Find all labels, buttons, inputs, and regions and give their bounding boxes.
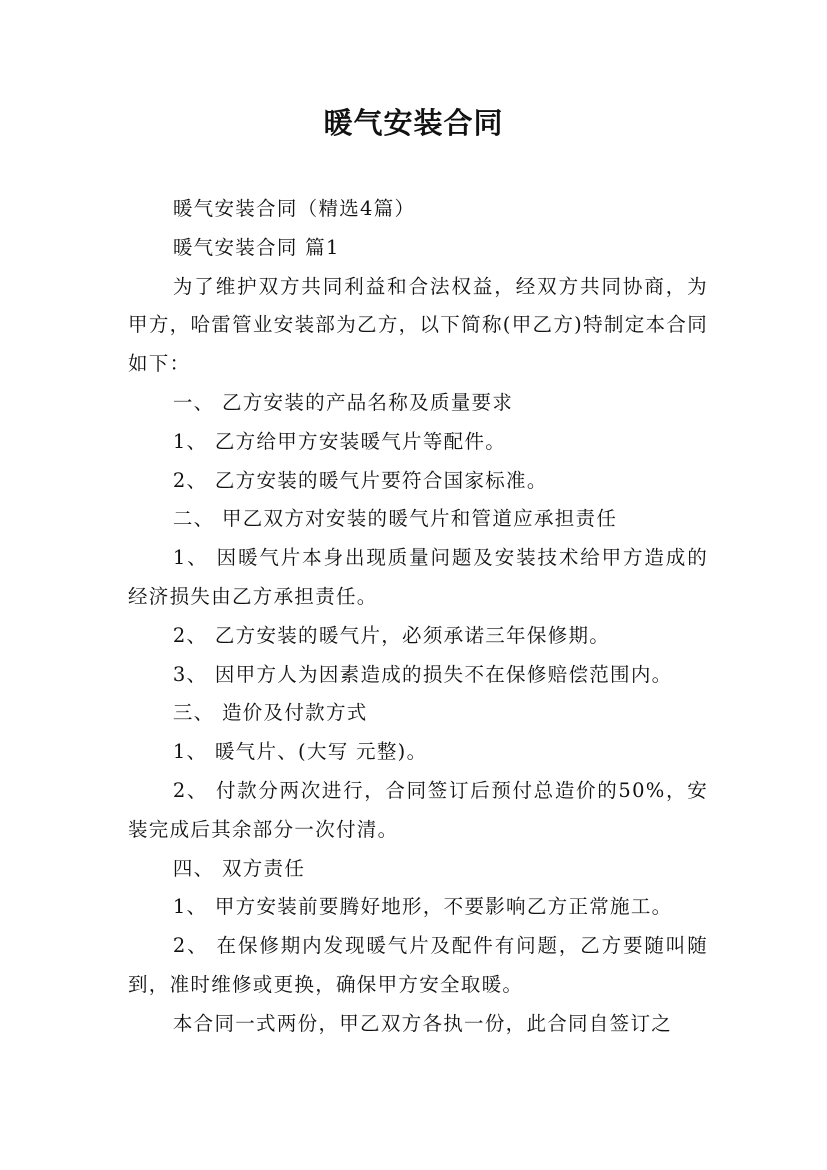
paragraph: 1、 乙方给甲方安装暖气片等配件。	[172, 429, 507, 453]
paragraph: 本合同一式两份，甲乙双方各执一份，此合同自签订之	[172, 1011, 673, 1035]
paragraph: 暖气安装合同（精选4篇）	[172, 197, 416, 220]
paragraph: 三、 造价及付款方式	[172, 701, 368, 725]
paragraph: 2、 在保修期内发现暖气片及配件有问题，乙方要随叫随到，准时维修或更换，确保甲方安全取暖。	[128, 934, 708, 996]
paragraph: 1、 因暖气片本身出现质量问题及安装技术给甲方造成的经济损失由乙方承担责任。	[128, 546, 708, 608]
paragraph: 2、 乙方安装的暖气片，必须承诺三年保修期。	[172, 623, 611, 647]
paragraph: 2、 付款分两次进行，合同签订后预付总造价的50%，安装完成后其余部分一次付清。	[128, 778, 708, 841]
document-title: 暖气安装合同	[323, 106, 504, 140]
paragraph: 暖气安装合同 篇1	[172, 235, 340, 259]
paragraph: 1、 甲方安装前要腾好地形，不要影响乙方正常施工。	[172, 895, 673, 919]
paragraph: 二、 甲乙双方对安装的暖气片和管道应承担责任	[172, 507, 618, 531]
paragraph: 为了维护双方共同利益和合法权益，经双方共同协商，为甲方，哈雷管业安装部为乙方，以下简称(甲乙方)特制定本合同如下：	[128, 274, 708, 376]
paragraph: 1、 暖气片、(大写 元整)。	[172, 740, 428, 764]
document-body	[128, 190, 708, 1044]
paragraph: 四、 双方责任	[172, 856, 306, 880]
paragraph: 一、 乙方安装的产品名称及质量要求	[172, 390, 514, 414]
paragraph: 2、 乙方安装的暖气片要符合国家标准。	[172, 468, 548, 492]
paragraph: 3、 因甲方人为因素造成的损失不在保修赔偿范围内。	[172, 662, 673, 686]
